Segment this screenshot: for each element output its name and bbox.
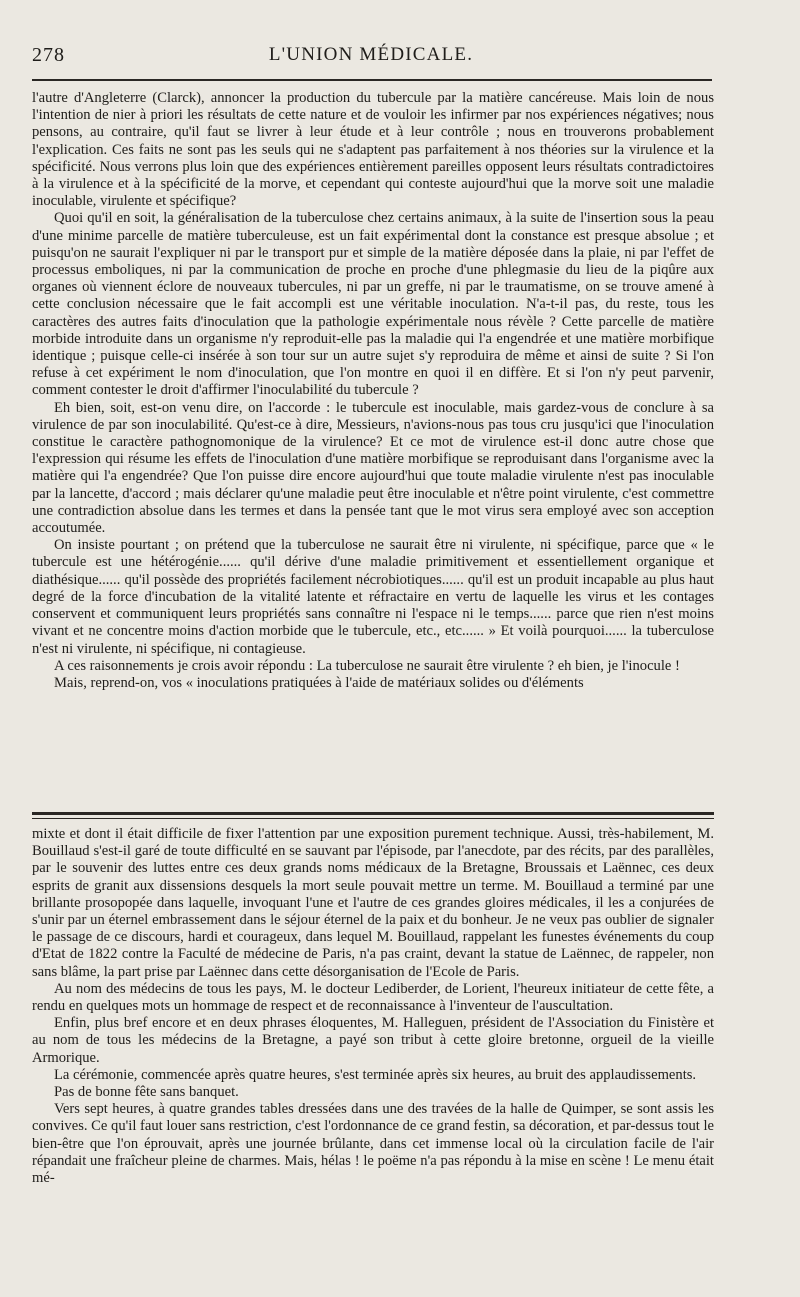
article-paragraph: A ces raisonnements je crois avoir répondu : La tuberculose ne saurait être virulente ? eh bien, je l'inocule ! [54,657,680,674]
header-rule [32,79,712,81]
article-paragraph: On insiste pourtant ; on prétend que la tuberculose ne saurait être ni virulente, ni spécifique, parce que « le tubercule est une hétérogénie...... qu'il dérive d'une maladie primitivement et essentiellement organique et diathésique...... qu'il possède des propriétés facilement nécrobiotiques...... qu'il est un produit incapable au plus haut degré de la force d'incubation de la vitalité latente et réfractaire en vertu de laquelle les virus et les contages conservent et communiquent leurs propriétés sans connaître ni l'espace ni le temps...... parce que rien n'est moins vivant et ne concentre moins d'action morbide que le tubercule, etc., etc...... » Et voilà pourquoi...... la tuberculose n'est ni virulente, ni spécifique, ni contagieuse. [32,537,714,657]
article-paragraph: Quoi qu'il en soit, la généralisation de la tuberculose chez certains animaux, à la suite de l'insertion sous la peau d'une minime parcelle de matière tuberculeuse, est un fait expérimental dont la constance est presque absolue ; et puisqu'on ne saurait l'expliquer ni par le transport pur et simple de la matière déposée dans la plaie, ni par l'effet de processus emboliques, ni par la communication de proche en proche d'une phlegmasie du lieu de la piqûre aux organes où viennent éclore de nouveaux tubercules, ni par un greffe, ni par le traumatisme, on se trouve amené à cette conclusion nécessaire que le fait accompli est une véritable inoculation. N'a-t-il pas, du reste, tous les caractères des autres faits d'inoculation que la pathologie expérimentale nous révèle ? Cette parcelle de matière morbide introduite dans un organisme n'y reproduit-elle pas la maladie qui l'a engendrée et une matière morbifique identique ; puisque celle-ci insérée à son tour sur un autre sujet s'y reproduira de même et ainsi de suite ? Si l'on refuse à cet expériment le nom d'inoculation, que l'on montre en quoi il en diffère. Et si l'on n'y peut parvenir, comment contester le droit d'affirmer l'inoculabilité du tubercule ? [32,210,714,399]
feuilleton-paragraph: Enfin, plus bref encore et en deux phrases éloquentes, M. Halleguen, président de l'Association du Finistère et au nom de tous les médecins de la Bretagne, a payé son tribut à cette gloire bretonne, orgueil de la vieille Armorique. [32,1015,714,1066]
article-paragraph: l'autre d'Angleterre (Clarck), annoncer la production du tubercule par la matière cancéreuse. Mais loin de nous l'intention de nier à priori les résultats de cette nature et de vouloir les infirmer par nos expériences négatives; nous pensons, au contraire, qu'il faut se livrer à leur étude et à leur contrôle ; nous en trouverons probablement l'explication. Ces faits ne sont pas les seuls qui ne s'adaptent pas parfaitement à nos théories sur la virulence et la spécificité. Nous verrons plus loin que des expériences entièrement pareilles opposent leurs résultats contradictoires à la virulence et à la spécificité de la morve, et cependant qui conteste aujourd'hui que la morve soit une maladie inoculable, virulente et spécifique? [32,90,714,210]
page-header [32,42,710,70]
article-paragraph: Eh bien, soit, est-on venu dire, on l'accorde : le tubercule est inoculable, mais gardez-vous de conclure à sa virulence de par son inoculabilité. Qu'est-ce à dire, Messieurs, n'avions-nous pas tous cru jusqu'ici que l'inoculation constitue le caractère pathognomonique de la virulence? Et ce mot de virulence est-il donc autre chose que l'expression qui résume les effets de l'inoculation d'une matière morbifique se reproduisant dans l'organisme avec la matière qui l'a engendrée? Que l'on puisse dire encore aujourd'hui que toute maladie virulente n'est pas inoculable par la lancette, d'accord ; mais déclarer qu'une maladie peut être inoculable et n'être point virulente, c'est commettre une contradiction absolue dans les termes et dans la pensée tant que le mot virus sera employé avec son acception accoutumée. [32,399,714,537]
feuilleton-paragraph: Au nom des médecins de tous les pays, M. le docteur Lediberder, de Lorient, l'heureux initiateur de cette fête, a rendu en quelques mots un hommage de respect et de reconnaissance à l'inventeur de l'auscultation. [32,980,714,1015]
article-column [32,90,714,692]
feuilleton-column [32,826,714,1187]
article-paragraph: Mais, reprend-on, vos « inoculations pratiquées à l'aide de matériaux solides ou d'éléments [54,674,584,691]
page-number: 278 [32,44,65,66]
feuilleton-paragraph: La cérémonie, commencée après quatre heures, s'est terminée après six heures, au bruit des applaudissements. [54,1066,697,1083]
running-title: L'UNION MÉDICALE. [268,44,474,65]
feuilleton-paragraph: Vers sept heures, à quatre grandes tables dressées dans une des travées de la halle de Quimper, se sont assis les convives. Ce qu'il faut louer sans restriction, c'est l'ordonnance de ce grand festin, sa décoration, et par-dessus tout le bien-être que l'on éprouvait, après une journée brûlante, dans cet immense local où la circulation facile de l'air répandait une fraîcheur pleine de charmes. Mais, hélas ! le poëme n'a pas répondu à la mise en scène ! Le menu était mé- [32,1101,714,1187]
feuilleton-paragraph: mixte et dont il était difficile de fixer l'attention par une exposition purement technique. Aussi, très-habilement, M. Bouillaud s'est-il garé de toute difficulté en se sauvant par l'épisode, par l'anecdote, par des récits, par des parallèles, par le souvenir des luttes entre ces deux grands noms médicaux de la Bretagne, Broussais et Laënnec, ces deux esprits de granit aux dissensions desquels la mort seule pouvait mettre un terme. M. Bouillaud a terminé par une brillante prosopopée dans laquelle, invoquant l'une et l'autre de ces grandes gloires médicales, il les a conjurées de s'unir par un éternel embrassement dans le séjour éternel de la paix et du bonheur. Je ne veux pas oublier de signaler le passage de ce discours, hardi et courageux, dans lequel M. Bouillaud, rappelant les funestes événements du coup d'Etat de 1822 contre la Faculté de médecine de Paris, n'a pas craint, devant la statue de Laënnec, de rappeler, non sans blâme, la part prise par Laënnec dans cette désorganisation de l'Ecole de Paris. [32,826,714,980]
feuilleton-separator-thin [32,818,714,819]
feuilleton-paragraph: Pas de bonne fête sans banquet. [54,1084,239,1101]
feuilleton-separator [32,812,714,815]
